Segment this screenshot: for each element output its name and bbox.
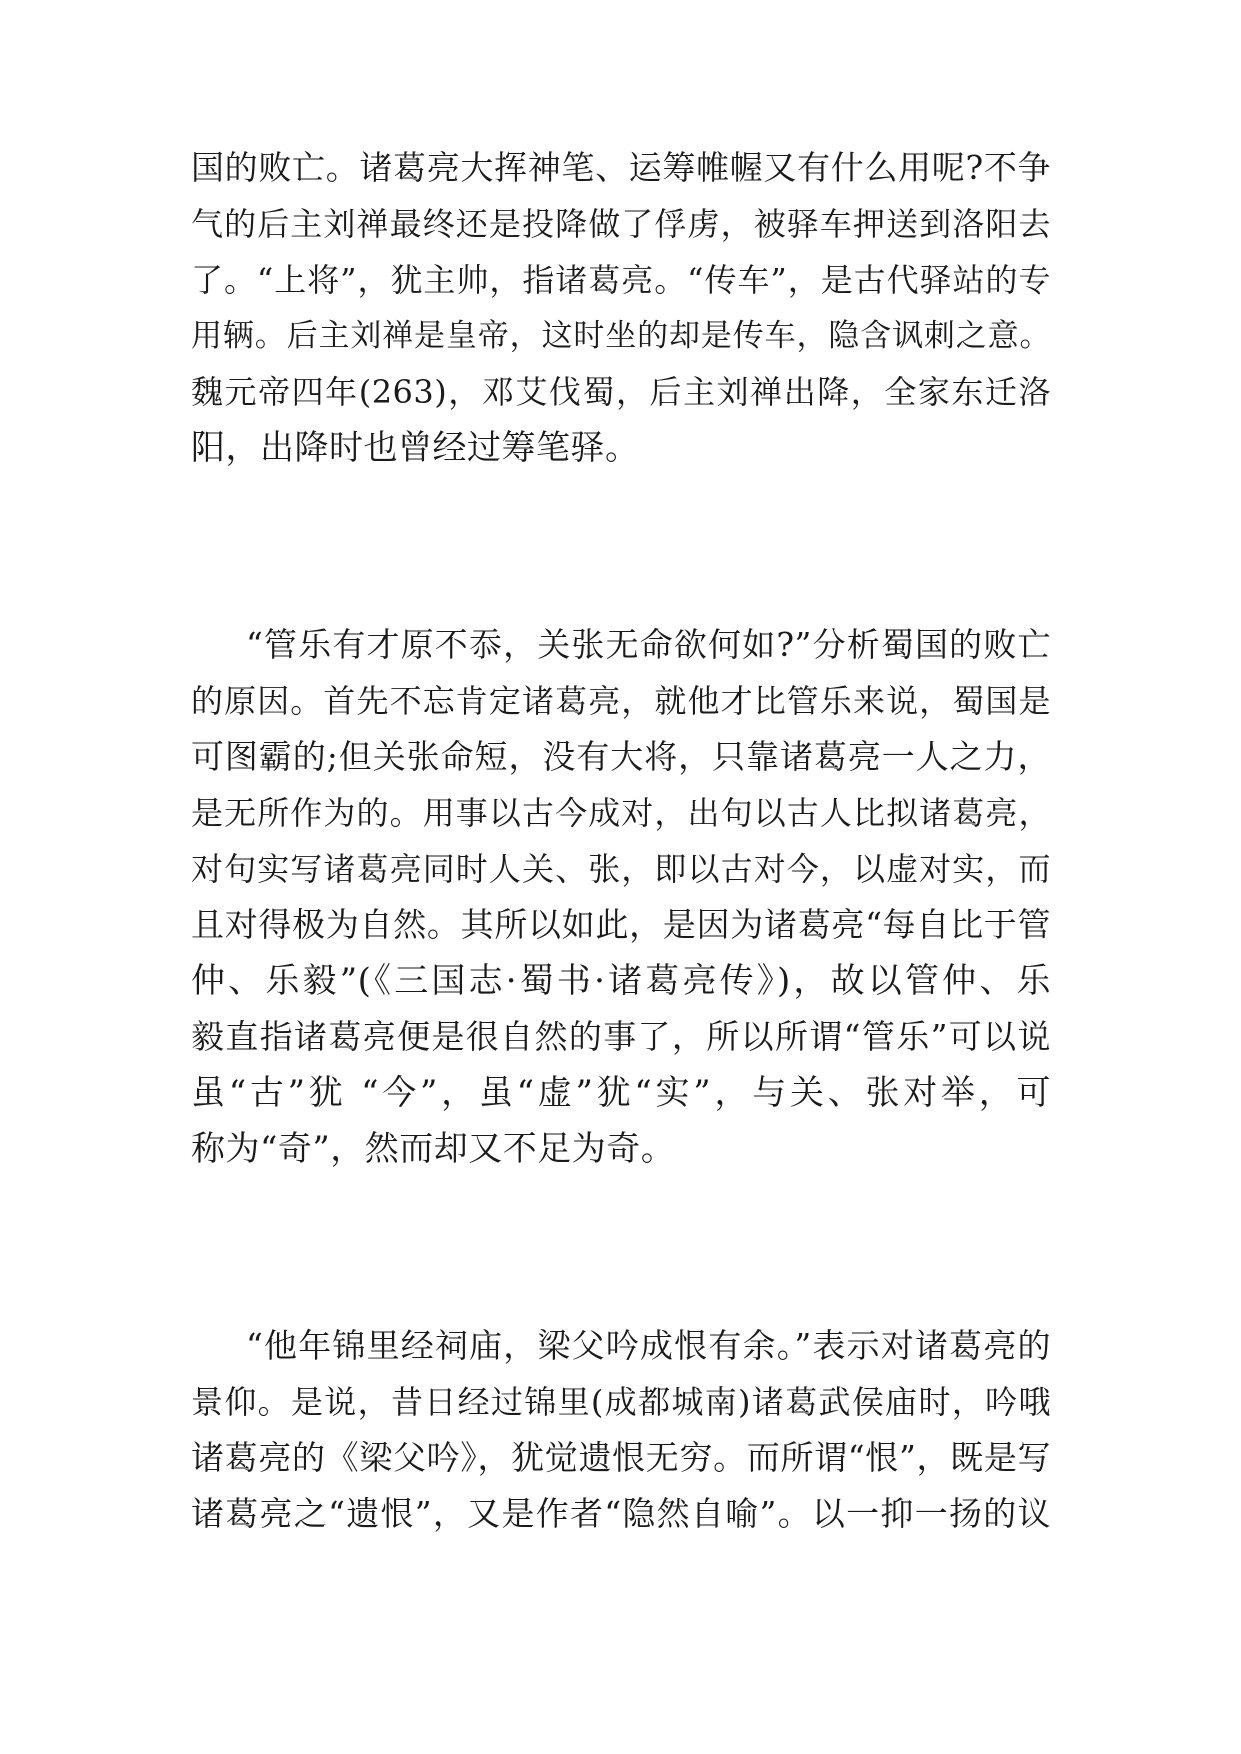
text-line: 可图霸的;但关张命短，没有大将，只靠诸葛亮一人之力， [191,737,1051,776]
text-line: 对句实写诸葛亮同时人关、张，即以古对今，以虚对实，而 [191,850,1051,888]
text-line: 阳，出降时也曾经过筹笔驿。 [191,428,640,468]
text-line: “他年锦里经祠庙，梁父吟成恨有余。”表示对诸葛亮的 [246,1326,1051,1365]
text-line: 毅直指诸葛亮便是很自然的事了，所以所谓“管乐”可以说 [191,1017,1051,1056]
text-line: 魏元帝四年(263)，邓艾伐蜀，后主刘禅出降，全家东迁洛 [191,373,1051,411]
text-line: 气的后主刘禅最终还是投降做了俘虏，被驿车押送到洛阳去 [191,205,1051,243]
text-line: 是无所作为的。用事以古今成对，出句以古人比拟诸葛亮， [191,794,1051,832]
text-line: 了。“上将”，犹主帅，指诸葛亮。“传车”，是古代驿站的专 [191,261,1051,299]
text-line: 称为“奇”，然而却又不足为奇。 [191,1129,676,1169]
text-line: 国的败亡。诸葛亮大挥神笔、运筹帷幄又有什么用呢?不争 [191,148,1051,187]
text-line: 的原因。首先不忘肯定诸葛亮，就他才比管乐来说，蜀国是 [191,682,1051,720]
text-line: 景仰。是说，昔日经过锦里(成都城南)诸葛武侯庙时，吟哦 [191,1383,1051,1421]
text-line: 诸葛亮的《梁父吟》，犹觉遗恨无穷。而所谓“恨”，既是写 [191,1438,1051,1477]
text-line: 且对得极为自然。其所以如此，是因为诸葛亮“每自比于管 [191,905,1051,944]
text-line: 仲、乐毅”(《三国志·蜀书·诸葛亮传》)，故以管仲、乐 [191,961,1051,1001]
text-line: 用辆。后主刘禅是皇帝，这时坐的却是传车，隐含讽刺之意。 [191,318,1051,354]
text-line: “管乐有才原不忝，关张无命欲何如?”分析蜀国的败亡 [246,625,1051,664]
text-line: 虽“古”犹 “今”，虽“虚”犹“实”，与关、张对举，可 [191,1073,1051,1113]
text-line: 诸葛亮之“遗恨”，又是作者“隐然自喻”。以一抑一扬的议 [191,1494,1051,1533]
